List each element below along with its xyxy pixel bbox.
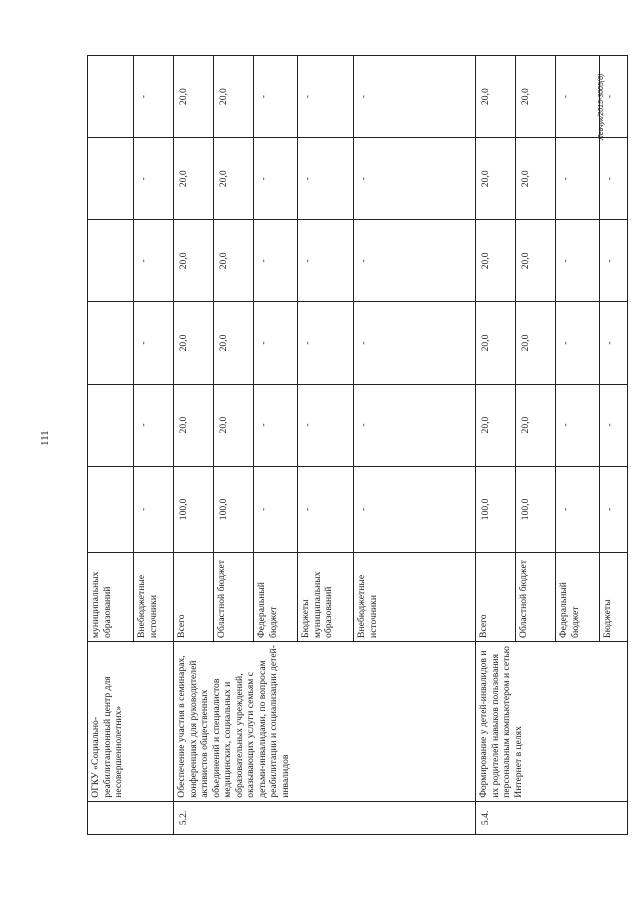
year-cell: - — [556, 56, 600, 138]
total-cell: - — [298, 466, 354, 553]
year-cell: 20,0 — [516, 384, 556, 466]
total-cell: - — [556, 466, 600, 553]
year-cell: - — [134, 138, 174, 220]
total-cell: 100,0 — [476, 466, 516, 553]
year-cell: 20,0 — [214, 384, 254, 466]
year-cell: 20,0 — [174, 56, 214, 138]
year-cell: - — [134, 302, 174, 384]
year-cell: - — [600, 138, 628, 220]
year-cell: 20,0 — [174, 384, 214, 466]
row-number-cell — [88, 801, 174, 834]
year-cell — [88, 220, 134, 302]
year-cell: 20,0 — [516, 138, 556, 220]
year-cell — [88, 384, 134, 466]
row-number-cell: 5.4. — [476, 801, 628, 834]
year-cell: 20,0 — [476, 302, 516, 384]
year-cell: 20,0 — [476, 56, 516, 138]
total-cell: - — [600, 466, 628, 553]
year-cell: - — [354, 220, 476, 302]
table-row — [476, 56, 516, 835]
year-cell: - — [354, 302, 476, 384]
total-cell: - — [134, 466, 174, 553]
funding-source-cell: Областной бюджет — [516, 553, 556, 642]
year-cell: 20,0 — [214, 56, 254, 138]
measure-name-cell: Формирование у детей-инвалидов и их родителей навыков пользования персональным компьютером и сетью Интернет в целях — [476, 641, 628, 801]
year-cell: - — [556, 138, 600, 220]
year-cell: 20,0 — [476, 138, 516, 220]
year-cell: 20,0 — [174, 302, 214, 384]
total-cell: 100,0 — [214, 466, 254, 553]
document-code: Левчук/2015-3005(6) — [598, 73, 605, 140]
year-cell: - — [298, 220, 354, 302]
year-cell: 20,0 — [476, 220, 516, 302]
row-number-cell: 5.2. — [174, 801, 476, 834]
year-cell: - — [600, 384, 628, 466]
year-cell: 20,0 — [174, 138, 214, 220]
funding-source-cell: муниципальных образований — [88, 553, 134, 642]
funding-source-cell: Внебюджетные источники — [134, 553, 174, 642]
year-cell: - — [298, 56, 354, 138]
table-row — [88, 56, 134, 835]
total-cell: 100,0 — [516, 466, 556, 553]
year-cell: - — [134, 56, 174, 138]
year-cell: - — [556, 302, 600, 384]
year-cell: - — [254, 138, 298, 220]
funding-source-cell: Бюджеты — [600, 553, 628, 642]
year-cell: - — [298, 302, 354, 384]
year-cell: - — [134, 220, 174, 302]
total-cell: 100,0 — [174, 466, 214, 553]
funding-source-cell: Федеральный бюджет — [254, 553, 298, 642]
total-cell: - — [354, 466, 476, 553]
funding-source-cell: Внебюджетные источники — [354, 553, 476, 642]
year-cell: - — [556, 384, 600, 466]
year-cell: - — [600, 220, 628, 302]
year-cell: - — [600, 56, 628, 138]
year-cell — [88, 302, 134, 384]
year-cell: 20,0 — [516, 56, 556, 138]
year-cell: 20,0 — [214, 302, 254, 384]
budget-table — [87, 55, 628, 835]
measure-name-cell: ОГКУ «Социально-реабилитационный центр для несовершеннолетних» — [88, 641, 174, 801]
measure-name-cell: Обеспечение участия в семинарах, конференциях для руководителей активистов общественных объединений и специалистов медицинских, социальных и образовательных учреждений, оказывающих услуги семьям с детьми-инвалидами, по вопросам реабилитации и социализации детей-инвалидов — [174, 641, 476, 801]
year-cell: - — [354, 138, 476, 220]
year-cell: 20,0 — [214, 138, 254, 220]
year-cell: - — [134, 384, 174, 466]
total-cell — [88, 466, 134, 553]
funding-source-cell: Всего — [476, 553, 516, 642]
year-cell: - — [254, 384, 298, 466]
year-cell: 20,0 — [516, 220, 556, 302]
year-cell: 20,0 — [476, 384, 516, 466]
funding-source-cell: Федеральный бюджет — [556, 553, 600, 642]
year-cell: 20,0 — [174, 220, 214, 302]
year-cell: - — [298, 138, 354, 220]
year-cell: - — [556, 220, 600, 302]
year-cell: 20,0 — [214, 220, 254, 302]
total-cell: - — [254, 466, 298, 553]
funding-source-cell: Бюджеты муниципальных образований — [298, 553, 354, 642]
year-cell: - — [298, 384, 354, 466]
funding-source-cell: Областной бюджет — [214, 553, 254, 642]
year-cell: - — [254, 220, 298, 302]
year-cell — [88, 138, 134, 220]
year-cell: - — [354, 56, 476, 138]
year-cell: - — [354, 384, 476, 466]
year-cell: - — [600, 302, 628, 384]
year-cell: - — [254, 56, 298, 138]
year-cell — [88, 56, 134, 138]
table-row — [174, 56, 214, 835]
year-cell: 20,0 — [516, 302, 556, 384]
page-number: 111 — [39, 430, 51, 446]
year-cell: - — [254, 302, 298, 384]
funding-source-cell: Всего — [174, 553, 214, 642]
